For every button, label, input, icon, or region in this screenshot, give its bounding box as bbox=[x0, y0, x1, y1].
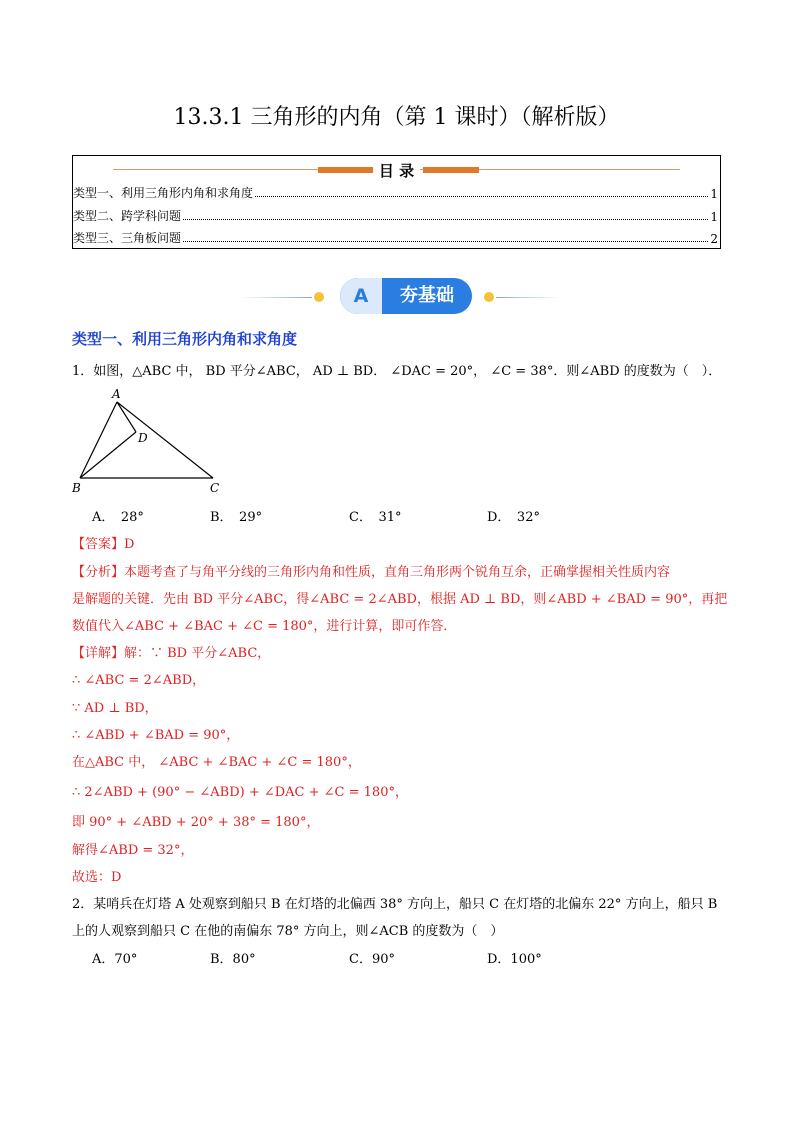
solution-step: 故选：D bbox=[72, 870, 122, 885]
table-of-contents bbox=[72, 155, 721, 249]
banner-pill bbox=[340, 278, 472, 314]
toc-item[interactable] bbox=[73, 226, 720, 246]
section-banner bbox=[240, 278, 560, 316]
question-2-line-2: 上的人观察到船只 C 在他的南偏东 78° 方向上，则∠ACB 的度数为（ ） bbox=[72, 924, 504, 939]
analysis-line-1: 【分析】本题考查了与角平分线的三角形内角和性质，直角三角形两个锐角互余，正确掌握相关性质内容 bbox=[72, 565, 671, 580]
banner-line-left bbox=[240, 297, 312, 298]
label-d: D bbox=[138, 431, 148, 445]
question-2-line-1: 2．某哨兵在灯塔 A 处观察到船只 B 在灯塔的北偏西 38° 方向上，船只 C 在灯塔的北偏东 22° 方向上，船只 B bbox=[72, 897, 718, 912]
question-1-options bbox=[0, 506, 793, 524]
question-2-options bbox=[0, 948, 793, 966]
analysis-line-3: 数值代入∠ABC + ∠BAC + ∠C = 180°，进行计算，即可作答． bbox=[72, 619, 457, 634]
section-heading: 类型一、利用三角形内角和求角度 bbox=[72, 330, 298, 348]
label-a: A bbox=[112, 387, 121, 401]
label-b: B bbox=[72, 481, 81, 495]
segment-bd bbox=[80, 432, 136, 478]
banner-text: 夯基础 bbox=[400, 285, 454, 306]
option-c[interactable]: C． 31° bbox=[349, 510, 402, 525]
solution-step: ∴ ∠ABD + ∠BAD = 90°， bbox=[72, 728, 240, 743]
triangle-figure bbox=[70, 386, 230, 496]
toc-item-label: 类型二、跨学科问题 bbox=[73, 209, 182, 223]
option-b[interactable]: B． 29° bbox=[210, 510, 263, 525]
question-1-stem: 1．如图，△ABC 中， BD 平分∠ABC， AD ⊥ BD． ∠DAC = 20°， ∠C = 38°．则∠ABD 的度数为（ ）． bbox=[72, 364, 722, 379]
banner-letter: A bbox=[340, 278, 382, 314]
solution-step: ∵ AD ⊥ BD， bbox=[72, 701, 158, 716]
answer: 【答案】D bbox=[72, 537, 135, 552]
solution-step: ∴ ∠ABC = 2∠ABD， bbox=[72, 673, 206, 688]
solution-step: ∴ 2∠ABD + (90° − ∠ABD) + ∠DAC + ∠C = 180°， bbox=[72, 785, 408, 800]
side-ac bbox=[117, 402, 213, 478]
toc-item-label: 类型一、利用三角形内角和求角度 bbox=[73, 186, 254, 200]
toc-leader bbox=[183, 219, 708, 220]
toc-header bbox=[73, 159, 720, 179]
toc-item-page: 1 bbox=[710, 187, 718, 201]
segment-ad bbox=[117, 402, 136, 432]
toc-item-page: 1 bbox=[710, 210, 718, 224]
option-c[interactable]: C．90° bbox=[349, 952, 395, 967]
banner-line-right bbox=[496, 297, 560, 298]
option-d[interactable]: D．100° bbox=[487, 952, 542, 967]
toc-item-label: 类型三、三角板问题 bbox=[73, 231, 182, 245]
option-b[interactable]: B．80° bbox=[210, 952, 256, 967]
option-a[interactable]: A．70° bbox=[92, 952, 138, 967]
toc-item[interactable] bbox=[73, 204, 720, 224]
page-title: 13.3.1 三角形的内角（第 1 课时）（解析版） bbox=[173, 105, 620, 130]
banner-dot-left bbox=[314, 292, 324, 302]
solution-step: 在△ABC 中， ∠ABC + ∠BAC + ∠C = 180°， bbox=[72, 755, 361, 770]
solution-step: 即 90° + ∠ABD + 20° + 38° = 180°， bbox=[72, 815, 320, 830]
banner-dot-right bbox=[484, 292, 494, 302]
toc-leader bbox=[255, 196, 708, 197]
toc-item[interactable] bbox=[73, 181, 720, 201]
label-c: C bbox=[210, 481, 220, 495]
side-ab bbox=[80, 402, 117, 478]
option-a[interactable]: A． 28° bbox=[92, 510, 144, 525]
solution-step: 解得∠ABD = 32°， bbox=[72, 843, 194, 858]
option-d[interactable]: D． 32° bbox=[487, 510, 540, 525]
toc-item-page: 2 bbox=[710, 232, 718, 246]
solution-step: 【详解】解：∵ BD 平分∠ABC， bbox=[72, 646, 271, 661]
toc-leader bbox=[183, 241, 708, 242]
toc-heading: 目 录 bbox=[73, 160, 720, 181]
analysis-line-2: 是解题的关键．先由 BD 平分∠ABC，得∠ABC = 2∠ABD，根据 AD ⊥ BD，则∠ABD + ∠BAD = 90°，再把 bbox=[72, 592, 728, 607]
